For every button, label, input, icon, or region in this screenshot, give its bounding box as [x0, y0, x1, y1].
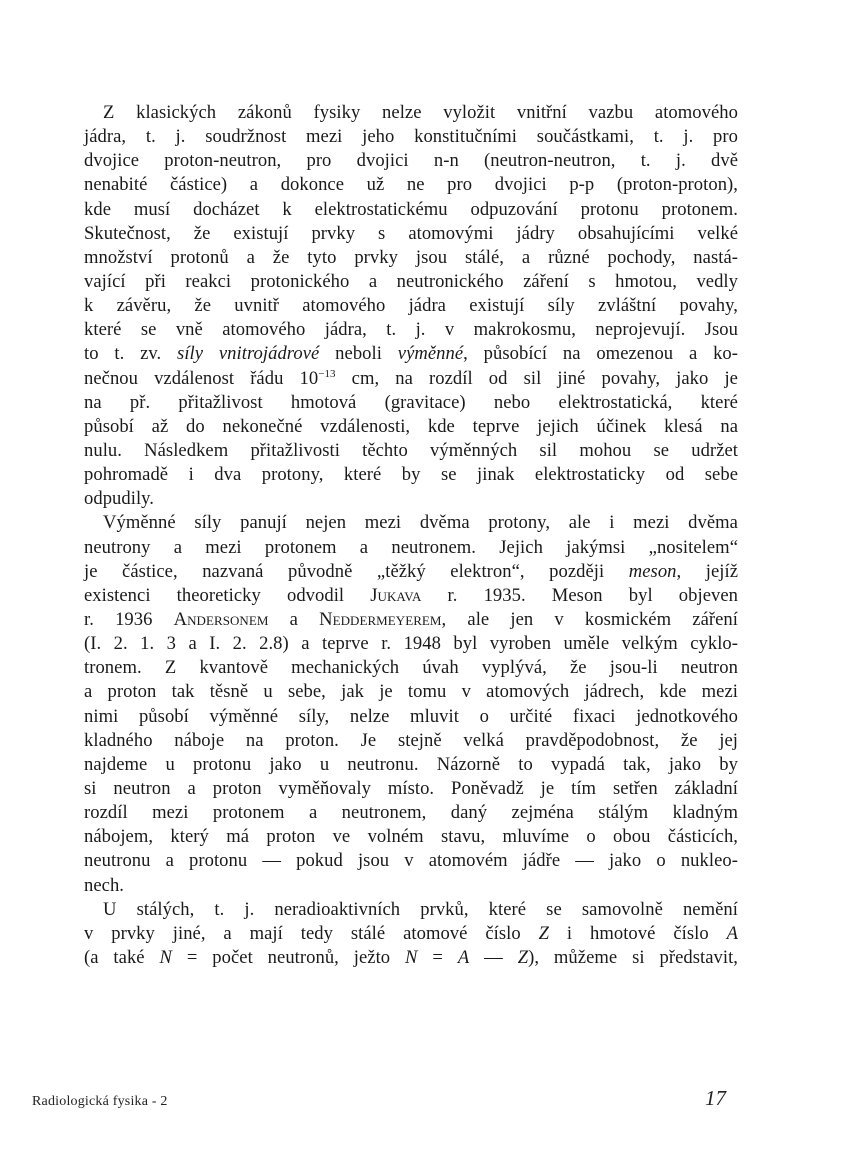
text-run: r. 1936 [84, 608, 174, 630]
text-line [84, 705, 738, 729]
text-run: si neutron a proton vyměňovaly místo. Poněvadž je tím setřen základní [84, 777, 738, 799]
text-line [84, 753, 738, 777]
text-run: U stálých, t. j. neradioaktivních prvků, které se samovolně nemění [103, 898, 738, 920]
text-line [84, 391, 738, 415]
text-run: neutronu a protonu — pokud jsou v atomovém jádře — jako o nukleo- [84, 850, 738, 872]
text-run: nulu. Následkem přitažlivosti těchto výměnných sil mohou se udržet [84, 439, 738, 461]
text-run: neutrony a mezi protonem a neutronem. Jejich jakýmsi „nositelem“ [84, 536, 738, 558]
italic-text: Z [538, 922, 550, 944]
text-run: pohromadě i dva protony, které by se jinak elektrostaticky od sebe [84, 464, 738, 486]
text-line [84, 946, 738, 970]
text-line [84, 149, 738, 173]
text-line [84, 656, 738, 680]
text-line [84, 729, 738, 753]
text-run: Skutečnost, že existují prvky s atomovými jádry obsahujícími velké [84, 222, 738, 244]
text-line [84, 825, 738, 849]
text-line [84, 801, 738, 825]
italic-text: Z [517, 946, 529, 968]
text-run: cm, na rozdíl od sil jiné povahy, jako je [335, 367, 738, 389]
text-line [84, 222, 738, 246]
text-run: nech. [84, 874, 124, 896]
text-line [84, 246, 738, 270]
text-line [84, 560, 738, 584]
small-caps-name: Jukava [370, 584, 422, 606]
text-run: r. 1935. Meson byl objeven [421, 584, 739, 606]
text-run: nábojem, který má proton ve volném stavu, mluvíme o obou částicích, [84, 826, 738, 848]
printer-signature: Radiologická fysika - 2 [32, 1094, 168, 1109]
text-run: dvojice proton-neutron, pro dvojici n-n (neutron-neutron, t. j. dvě [84, 150, 738, 172]
text-line [84, 536, 738, 560]
text-line [84, 318, 738, 342]
italic-text: síly vnitrojádrové [177, 343, 320, 365]
text-run: i hmotové číslo [549, 922, 727, 944]
text-line [84, 922, 738, 946]
text-line [84, 874, 738, 898]
text-run: vající při reakci protonického a neutronického záření s hmotou, vedly [84, 270, 738, 292]
text-line [84, 632, 738, 656]
text-run: v prvky jiné, a mají tedy stálé atomové číslo [84, 922, 539, 944]
text-run: působí až do nekonečné vzdálenosti, kde teprve jejich účinek klesá na [84, 415, 738, 437]
text-line [84, 415, 738, 439]
text-line [84, 680, 738, 704]
text-run: existenci theoreticky odvodil [84, 584, 371, 606]
page-number: 17 [705, 1086, 726, 1110]
text-run: Výměnné síly panují nejen mezi dvěma protony, ale i mezi dvěma [103, 512, 738, 534]
italic-text: A [726, 922, 739, 944]
text-run: tronem. Z kvantově mechanických úvah vyplývá, že jsou-li neutron [84, 657, 738, 679]
text-run: , ale jen v kosmickém záření [441, 608, 738, 630]
text-run: neboli [319, 343, 398, 365]
text-run: Z klasických zákonů fysiky nelze vyložit vnitřní vazbu atomového [103, 102, 738, 123]
paragraph-first-line [84, 898, 738, 922]
text-run: nečnou vzdálenost řádu 10 [84, 367, 319, 389]
paragraph-first-line [84, 101, 738, 125]
text-run: , působící na omezenou a ko- [463, 343, 738, 365]
text-run: kde musí docházet k elektrostatickému odpuzování protonu protonem. [84, 198, 738, 220]
text-line [84, 294, 738, 318]
text-line [84, 849, 738, 873]
text-line [84, 270, 738, 294]
superscript: −13 [318, 367, 336, 380]
text-run: je částice, nazvaná původně „těžký elektron“, později [84, 560, 629, 582]
text-line [84, 367, 738, 391]
text-line [84, 342, 738, 366]
small-caps-name: Neddermeyerem [319, 608, 442, 630]
text-run: na př. přitažlivost hmotová (gravitace) nebo elektrostatická, které [84, 391, 738, 413]
paragraph-first-line [84, 511, 738, 535]
italic-text: meson [628, 560, 677, 582]
text-line [84, 439, 738, 463]
text-line [84, 487, 738, 511]
text-line [84, 125, 738, 149]
text-run: nenabité částice) a dokonce už ne pro dvojici p-p (proton-proton), [84, 174, 738, 196]
italic-text: výměnné [397, 343, 464, 365]
text-run: k závěru, že uvnitř atomového jádra existují síly zvláštní povahy, [84, 295, 738, 317]
italic-text: N [159, 946, 172, 968]
text-run: najdeme u protonu jako u neutronu. Názorně to vypadá tak, jako by [84, 753, 738, 775]
text-run: které se vně atomového jádra, t. j. v makrokosmu, neprojevují. Jsou [84, 319, 738, 341]
text-line [84, 198, 738, 222]
text-run: jádra, t. j. soudržnost mezi jeho konstitučními součástkami, t. j. pro [84, 126, 738, 148]
text-line [84, 777, 738, 801]
text-run: (I. 2. 1. 3 a I. 2. 2.8) a teprve r. 1948 byl vyroben uměle velkým cyklo- [84, 633, 738, 655]
text-run: (a také [84, 946, 160, 968]
text-run: odpudily. [84, 488, 155, 510]
text-line [84, 463, 738, 487]
text-run: ), můžeme si představit, [528, 946, 739, 968]
text-run: to t. zv. [84, 343, 178, 365]
text-run: a [268, 608, 320, 630]
text-run: , jejíž [676, 560, 739, 582]
text-line [84, 608, 738, 632]
text-run: = počet neutronů, ježto [171, 946, 406, 968]
text-line [84, 173, 738, 197]
italic-text: N [405, 946, 418, 968]
small-caps-name: Andersonem [173, 608, 269, 630]
text-run: a proton tak těsně u sebe, jak je tomu v atomových jádrech, kde mezi [84, 681, 738, 703]
text-line [84, 584, 738, 608]
text-run: kladného náboje na proton. Je stejně velká pravděpodobnost, že jej [84, 729, 738, 751]
text-run: množství protonů a že tyto prvky jsou stálé, a různé pochody, nastá- [84, 246, 738, 268]
text-run: rozdíl mezi protonem a neutronem, daný zejména stálým kladným [84, 802, 738, 824]
body-text [84, 101, 738, 970]
text-run: — [469, 946, 518, 968]
text-run: nimi působí výměnné síly, nelze mluvit o určité fixaci jednotkového [84, 705, 738, 727]
italic-text: A [457, 946, 470, 968]
text-run: = [417, 946, 458, 968]
